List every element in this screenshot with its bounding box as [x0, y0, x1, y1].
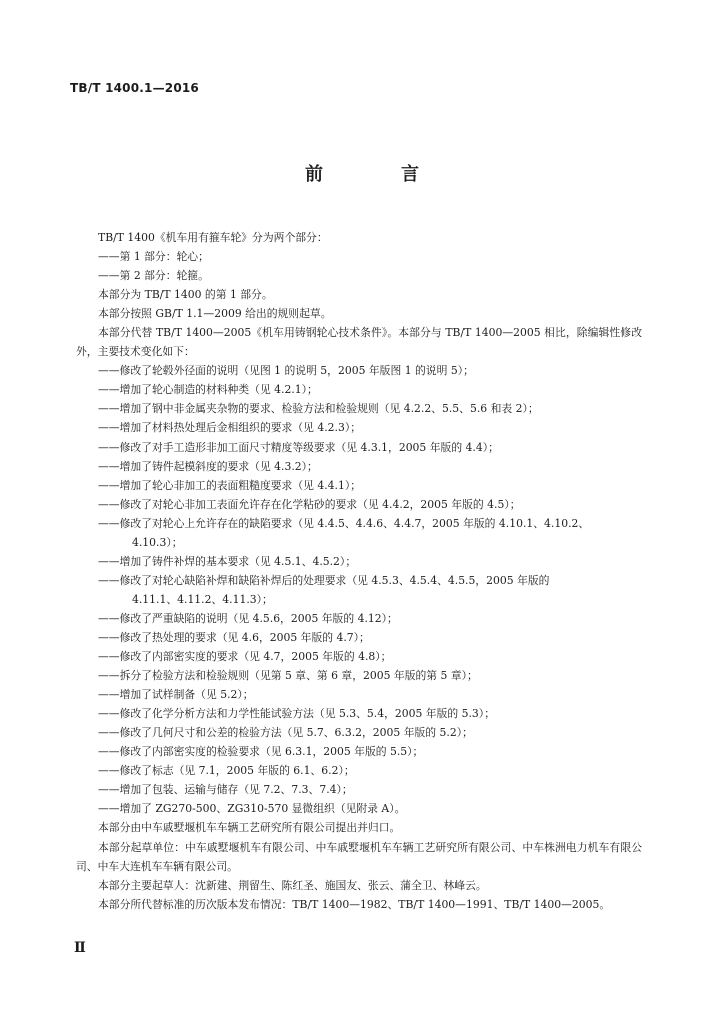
paragraph: 本部分由中车戚墅堰机车车辆工艺研究所有限公司提出并归口。 — [98, 821, 401, 835]
paragraph: 本部分起草单位：中车戚墅堰机车有限公司、中车戚墅堰机车车辆工艺研究所有限公司、中车株洲电力机车有限公司、中车大连机车车辆有限公司。 — [76, 840, 642, 873]
list-item: ——增加了材料热处理后金相组织的要求（见 4.2.3）； — [98, 421, 362, 435]
paragraph: TB/T 1400《机车用有箍车轮》分为两个部分： — [98, 231, 328, 244]
list-item: ——修改了严重缺陷的说明（见 4.5.6，2005 年版的 4.12）； — [98, 611, 398, 625]
list-item: ——修改了对轮心缺陷补焊和缺陷补焊后的处理要求（见 4.5.3、4.5.4、4.5.5，2005 年版的 — [98, 573, 550, 587]
list-item: ——增加了轮心制造的材料种类（见 4.2.1）； — [98, 383, 318, 397]
list-item: ——修改了对轮心非加工表面允许存在化学粘砂的要求（见 4.4.2，2005 年版的 4.5）； — [98, 497, 521, 511]
list-item: ——增加了钢中非金属夹杂物的要求、检验方法和检验规则（见 4.2.2、5.5、5.6 和表 2）； — [98, 402, 539, 416]
list-item: ——修改了对轮心上允许存在的缺陷要求（见 4.4.5、4.4.6、4.4.7，2005 年版的 4.10.1、4.10.2、 — [98, 516, 590, 530]
list-item: ——修改了内部密实度的检验要求（见 6.3.1，2005 年版的 5.5）； — [98, 745, 424, 759]
paragraph: 本部分主要起草人：沈新建、荆留生、陈红圣、施国友、张云、蒲全卫、林峰云。 — [98, 878, 487, 892]
list-item: ——拆分了检验方法和检验规则（见第 5 章、第 6 章，2005 年版的第 5 章）； — [98, 669, 478, 683]
list-item: ——增加了轮心非加工的表面粗糙度要求（见 4.4.1）； — [98, 478, 362, 492]
page-title: 前 言 — [305, 164, 449, 185]
list-item: ——增加了试样制备（见 5.2）； — [98, 688, 254, 702]
list-item: ——修改了几何尺寸和公差的检验方法（见 5.7、6.3.2，2005 年版的 5.2）； — [98, 726, 473, 740]
paragraph: 本部分为 TB/T 1400 的第 1 部分。 — [98, 288, 273, 302]
list-item-continuation: 4.11.1、4.11.2、4.11.3）； — [132, 592, 273, 606]
list-item: ——增加了 ZG270-500、ZG310-570 显微组织（见附录 A）。 — [98, 802, 406, 816]
list-item: ——第 2 部分：轮箍。 — [98, 269, 209, 283]
paragraph: 本部分按照 GB/T 1.1—2009 给出的规则起草。 — [98, 307, 332, 321]
page-number: Ⅱ — [74, 940, 86, 956]
list-item: ——修改了标志（见 7.1，2005 年版的 6.1、6.2）； — [98, 764, 355, 778]
foreword-body — [76, 228, 642, 914]
list-item: ——第 1 部分：轮心； — [98, 250, 209, 264]
paragraph: 本部分所代替标准的历次版本发布情况：TB/T 1400—1982、TB/T 1400—1991、TB/T 1400—2005。 — [98, 897, 611, 911]
list-item: ——增加了铸件起模斜度的要求（见 4.3.2）； — [98, 459, 318, 473]
list-item: ——增加了包装、运输与储存（见 7.2、7.3、7.4）； — [98, 783, 353, 797]
list-item: ——修改了内部密实度的要求（见 4.7，2005 年版的 4.8）； — [98, 650, 392, 664]
list-item: ——修改了化学分析方法和力学性能试验方法（见 5.3、5.4，2005 年版的 5.3）； — [98, 707, 495, 721]
list-item: ——增加了铸件补焊的基本要求（见 4.5.1、4.5.2）； — [98, 554, 357, 568]
paragraph: 本部分代替 TB/T 1400—2005《机车用铸钢轮心技术条件》。本部分与 TB/T 1400—2005 相比，除编辑性修改外，主要技术变化如下： — [76, 326, 642, 359]
list-item: ——修改了轮毂外径面的说明（见图 1 的说明 5，2005 年版图 1 的说明 5）； — [98, 364, 474, 378]
list-item: ——修改了对手工造形非加工面尺寸精度等级要求（见 4.3.1，2005 年版的 4.4）； — [98, 440, 499, 454]
list-item-continuation: 4.10.3）； — [132, 535, 183, 549]
list-item: ——修改了热处理的要求（见 4.6，2005 年版的 4.7）； — [98, 630, 370, 644]
standard-code: TB/T 1400.1—2016 — [70, 81, 199, 95]
